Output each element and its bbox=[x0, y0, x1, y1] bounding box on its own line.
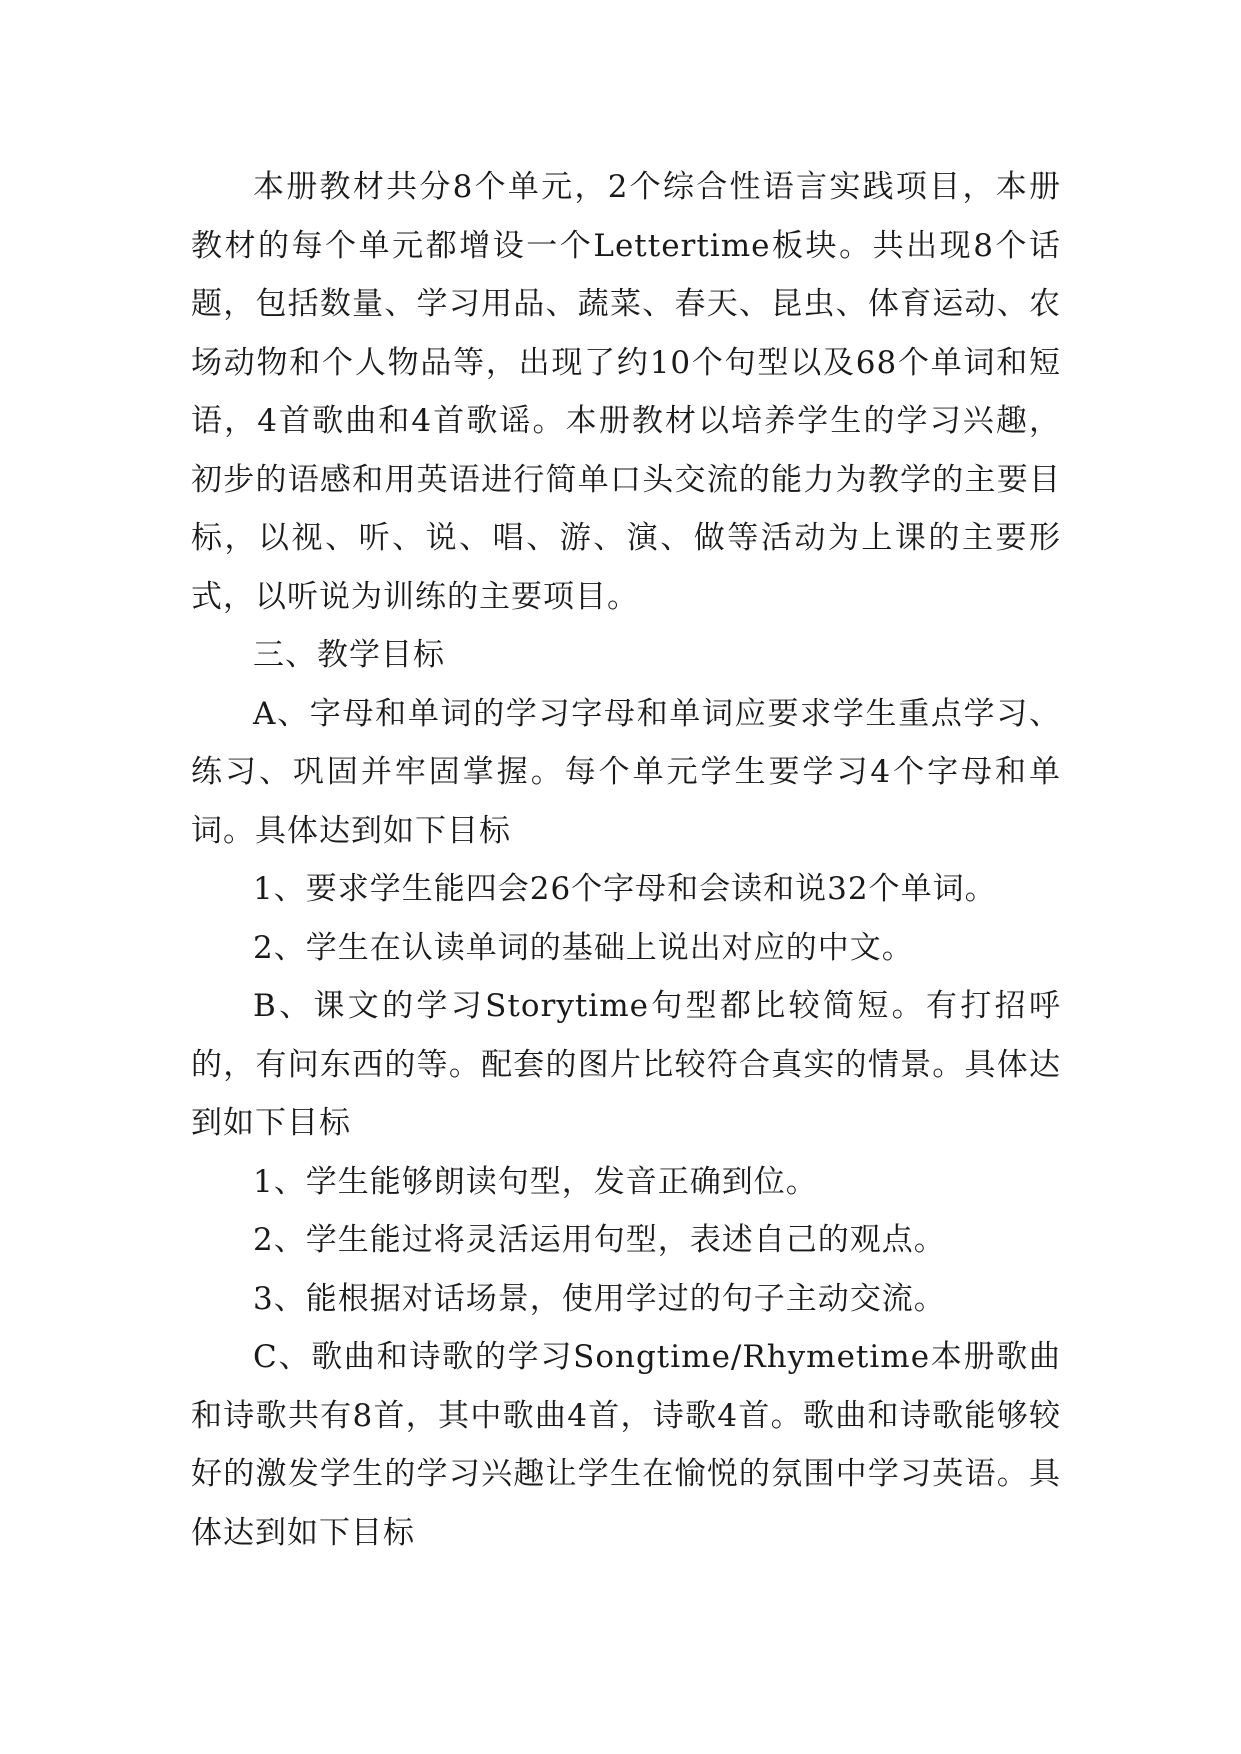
list-item-goal-a2: 2、学生在认读单词的基础上说出对应的中文。 bbox=[253, 929, 914, 966]
document-body bbox=[191, 158, 1061, 1562]
paragraph-textbook-overview: 本册教材共分8个单元，2个综合性语言实践项目，本册教材的每个单元都增设一个Lettertime板块。共出现8个话题，包括数量、学习用品、蔬菜、春天、昆虫、体育运动、农场动物和个人物品等，出现了约10个句型以及68个单词和短语，4首歌曲和4首歌谣。本册教材以培养学生的学习兴趣，初步的语感和用英语进行简单口头交流的能力为教学的主要目标，以视、听、说、唱、游、演、做等活动为上课的主要形式，以听说为训练的主要项目。 bbox=[191, 169, 1061, 615]
paragraph-songs-rhymes: C、歌曲和诗歌的学习Songtime/Rhymetime本册歌曲和诗歌共有8首，其中歌曲4首，诗歌4首。歌曲和诗歌能够较好的激发学生的学习兴趣让学生在愉悦的氛围中学习英语。具体达到如下目标 bbox=[191, 1339, 1061, 1551]
list-item-goal-b1: 1、学生能够朗读句型，发音正确到位。 bbox=[253, 1163, 818, 1200]
list-item-goal-b3: 3、能根据对话场景，使用学过的句子主动交流。 bbox=[253, 1280, 946, 1317]
list-item-goal-b2: 2、学生能过将灵活运用句型，表述自己的观点。 bbox=[253, 1222, 946, 1258]
list-item-goal-a1: 1、要求学生能四会26个字母和会读和说32个单词。 bbox=[253, 871, 997, 907]
paragraph-text-learning: B、课文的学习Storytime句型都比较简短。有打招呼的，有问东西的等。配套的图片比较符合真实的情景。具体达到如下目标 bbox=[191, 988, 1061, 1141]
section-heading-teaching-goals: 三、教学目标 bbox=[253, 637, 445, 673]
paragraph-letters-words: A、字母和单词的学习字母和单词应要求学生重点学习、练习、巩固并牢固掌握。每个单元学生要学习4个字母和单词。具体达到如下目标 bbox=[191, 695, 1061, 849]
